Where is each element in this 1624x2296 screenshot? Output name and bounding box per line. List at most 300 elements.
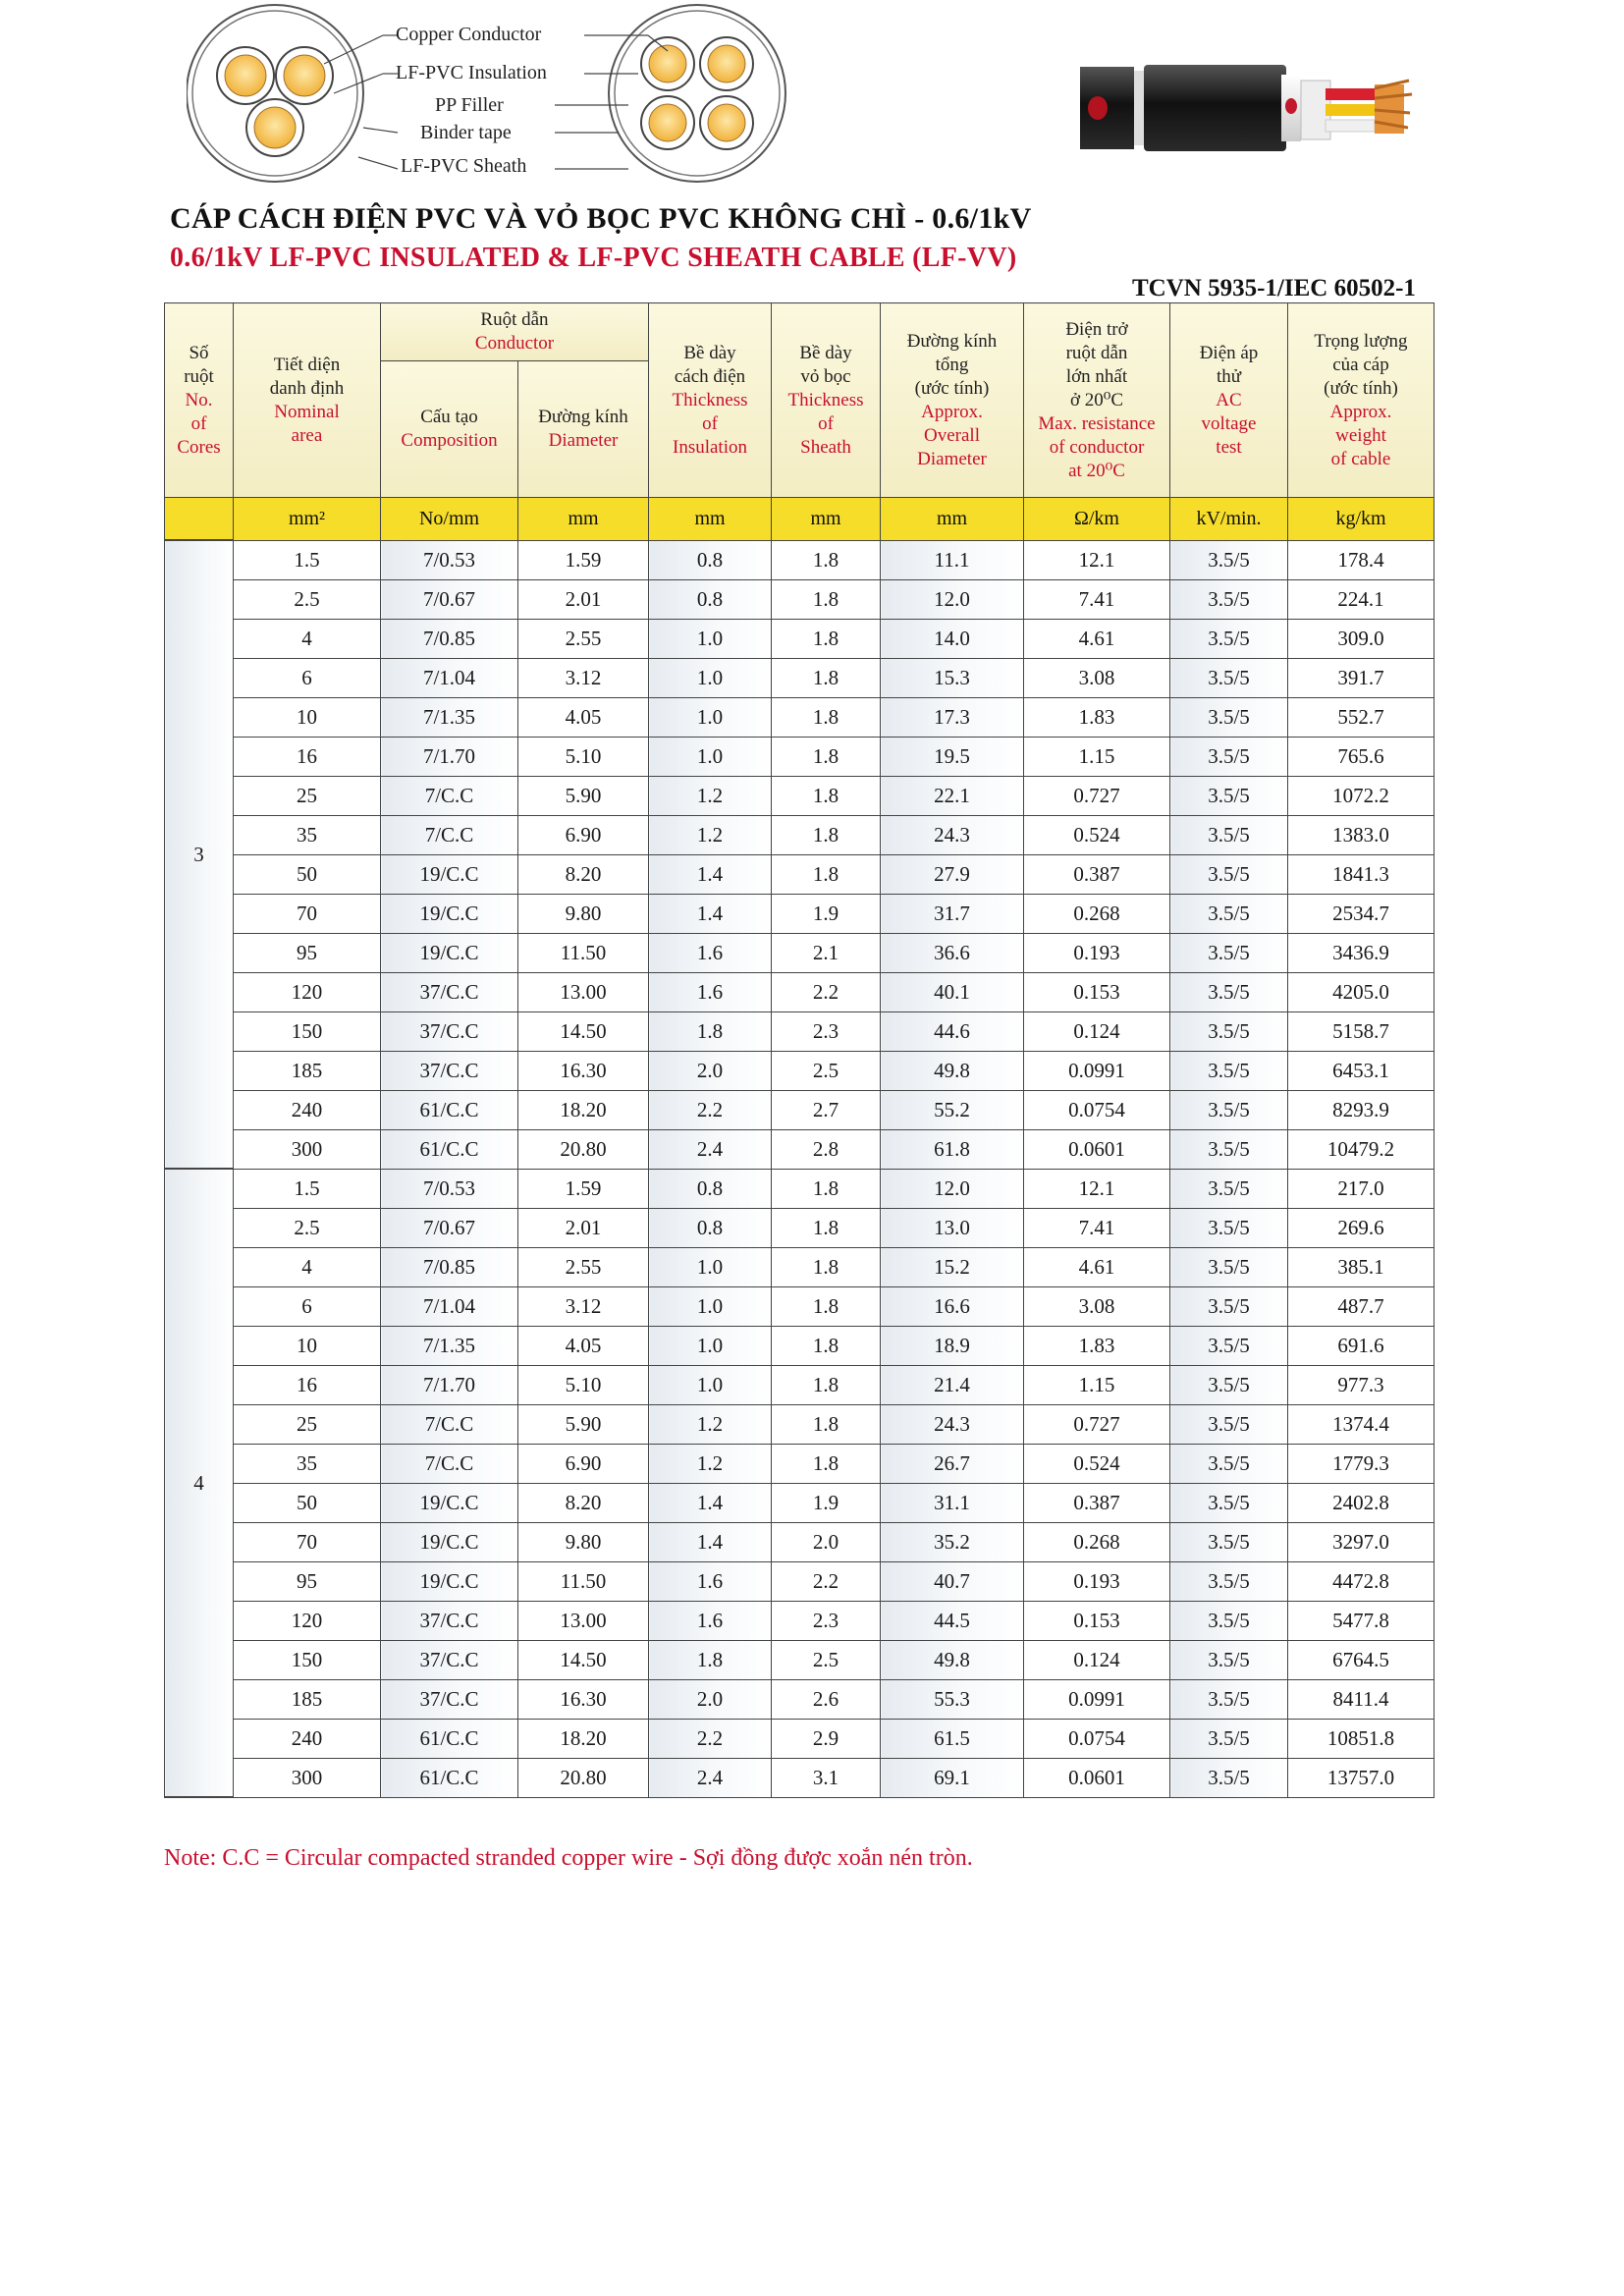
table-cell: 7/1.70 (381, 1365, 518, 1404)
table-cell: 2.0 (649, 1679, 772, 1719)
table-cell: 11.50 (518, 933, 649, 972)
table-cell: 3.5/5 (1170, 1719, 1288, 1758)
table-cell: 13757.0 (1288, 1758, 1435, 1797)
table-row (165, 1601, 1435, 1640)
table-row (165, 815, 1435, 854)
table-cell: 3.5/5 (1170, 854, 1288, 894)
table-cell: 18.9 (881, 1326, 1024, 1365)
table-row (165, 1051, 1435, 1090)
table-cell: 2.5 (234, 1208, 381, 1247)
table-row (165, 1365, 1435, 1404)
table-row (165, 619, 1435, 658)
table-cell: 1.8 (772, 658, 881, 697)
table-cell: 3.5/5 (1170, 579, 1288, 619)
header-insulation-thickness: Bề dày cách điện Thickness of Insulation (649, 303, 772, 498)
table-cell: 19/C.C (381, 933, 518, 972)
three-core-section (187, 5, 363, 182)
unit-resistance: Ω/km (1024, 498, 1170, 541)
unit-overall: mm (881, 498, 1024, 541)
table-cell: 2.8 (772, 1129, 881, 1169)
table-cell: 1.0 (649, 619, 772, 658)
table-cell: 977.3 (1288, 1365, 1435, 1404)
header-ac-voltage-test: Điện áp thử AC voltage test (1170, 303, 1288, 498)
table-cell: 8.20 (518, 1483, 649, 1522)
header-nominal-area: Tiết diện danh định Nominal area (234, 303, 381, 498)
table-cell: 309.0 (1288, 619, 1435, 658)
table-cell: 3.5/5 (1170, 1601, 1288, 1640)
table-cell: 3.5/5 (1170, 1365, 1288, 1404)
cable-photo-svg (1080, 59, 1414, 167)
table-cell: 3.5/5 (1170, 1522, 1288, 1561)
table-cell: 5.10 (518, 737, 649, 776)
table-cell: 7/1.35 (381, 697, 518, 737)
table-cell: 3.12 (518, 1286, 649, 1326)
table-cell: 11.1 (881, 540, 1024, 579)
cable-cross-section-diagram (187, 0, 815, 196)
table-cell: 2.2 (772, 1561, 881, 1601)
table-cell: 224.1 (1288, 579, 1435, 619)
table-cell: 1.83 (1024, 1326, 1170, 1365)
table-cell: 40.7 (881, 1561, 1024, 1601)
table-row (165, 697, 1435, 737)
table-row (165, 894, 1435, 933)
table-row (165, 1404, 1435, 1444)
table-cell: 37/C.C (381, 972, 518, 1011)
table-cell: 0.727 (1024, 776, 1170, 815)
table-cell: 5.90 (518, 1404, 649, 1444)
table-cell: 3.08 (1024, 658, 1170, 697)
table-cell: 3.5/5 (1170, 1051, 1288, 1090)
table-cell: 19/C.C (381, 854, 518, 894)
table-cell: 1.4 (649, 1522, 772, 1561)
table-cell: 1.8 (772, 1365, 881, 1404)
table-cell: 0.8 (649, 579, 772, 619)
table-cell: 3.12 (518, 658, 649, 697)
table-cell: 9.80 (518, 1522, 649, 1561)
table-row (165, 540, 1435, 579)
footnote: Note: C.C = Circular compacted stranded copper wire - Sợi đồng được xoắn nén tròn. (164, 1845, 973, 1871)
table-cell: 1.6 (649, 972, 772, 1011)
table-cell: 40.1 (881, 972, 1024, 1011)
four-core-section (609, 5, 785, 182)
table-cell: 20.80 (518, 1758, 649, 1797)
table-cell: 1.15 (1024, 737, 1170, 776)
table-cell: 2.9 (772, 1719, 881, 1758)
table-cell: 6 (234, 1286, 381, 1326)
table-cell: 1.8 (772, 1326, 881, 1365)
table-row (165, 737, 1435, 776)
table-cell: 0.268 (1024, 894, 1170, 933)
table-cell: 1.59 (518, 540, 649, 579)
table-cell: 1.6 (649, 933, 772, 972)
table-cell: 1.8 (772, 1247, 881, 1286)
table-cell: 35 (234, 815, 381, 854)
table-cell: 61/C.C (381, 1129, 518, 1169)
table-cell: 44.5 (881, 1601, 1024, 1640)
table-cell: 3.5/5 (1170, 1326, 1288, 1365)
table-cell: 0.124 (1024, 1640, 1170, 1679)
table-cell: 3297.0 (1288, 1522, 1435, 1561)
table-cell: 3.5/5 (1170, 933, 1288, 972)
table-cell: 16.30 (518, 1679, 649, 1719)
table-cell: 4.61 (1024, 619, 1170, 658)
table-cell: 1.8 (772, 1286, 881, 1326)
table-cell: 5477.8 (1288, 1601, 1435, 1640)
header-row-1 (165, 303, 1435, 361)
table-cell: 0.0754 (1024, 1090, 1170, 1129)
table-cell: 217.0 (1288, 1169, 1435, 1208)
table-cell: 3.5/5 (1170, 1758, 1288, 1797)
table-cell: 1.2 (649, 776, 772, 815)
table-cell: 1.8 (649, 1011, 772, 1051)
table-cell: 2.4 (649, 1758, 772, 1797)
table-cell: 50 (234, 1483, 381, 1522)
table-cell: 1.8 (772, 1208, 881, 1247)
table-row (165, 1169, 1435, 1208)
title-vietnamese: CÁP CÁCH ĐIỆN PVC VÀ VỎ BỌC PVC KHÔNG CHÌ - 0.6/1kV (170, 202, 1032, 235)
table-cell: 16.30 (518, 1051, 649, 1090)
table-cell: 0.387 (1024, 1483, 1170, 1522)
table-cell: 4 (234, 619, 381, 658)
table-row (165, 1247, 1435, 1286)
table-cell: 1.0 (649, 1247, 772, 1286)
table-cell: 10 (234, 1326, 381, 1365)
table-cell: 3.5/5 (1170, 1011, 1288, 1051)
table-cell: 2.55 (518, 619, 649, 658)
table-cell: 2.55 (518, 1247, 649, 1286)
table-row (165, 854, 1435, 894)
table-cell: 6453.1 (1288, 1051, 1435, 1090)
table-cell: 3.5/5 (1170, 1247, 1288, 1286)
table-cell: 21.4 (881, 1365, 1024, 1404)
table-cell: 1.15 (1024, 1365, 1170, 1404)
table-cell: 2.2 (649, 1719, 772, 1758)
table-cell: 3.5/5 (1170, 776, 1288, 815)
table-cell: 185 (234, 1051, 381, 1090)
header-composition: Cấu tạo Composition (381, 361, 518, 498)
table-cell: 19/C.C (381, 894, 518, 933)
table-cell: 35 (234, 1444, 381, 1483)
label-insulation: LF-PVC Insulation (396, 62, 547, 83)
table-row (165, 1522, 1435, 1561)
table-cell: 31.7 (881, 894, 1024, 933)
table-cell: 4472.8 (1288, 1561, 1435, 1601)
table-cell: 61.8 (881, 1129, 1024, 1169)
table-row (165, 658, 1435, 697)
table-cell: 13.0 (881, 1208, 1024, 1247)
table-cell: 185 (234, 1679, 381, 1719)
table-cell: 15.2 (881, 1247, 1024, 1286)
header-conductor-diameter: Đường kính Diameter (518, 361, 649, 498)
table-cell: 19.5 (881, 737, 1024, 776)
cable-photo (1080, 59, 1414, 172)
table-cell: 3.1 (772, 1758, 881, 1797)
table-cell: 1374.4 (1288, 1404, 1435, 1444)
table-cell: 0.0601 (1024, 1758, 1170, 1797)
table-cell: 19/C.C (381, 1522, 518, 1561)
table-cell: 150 (234, 1640, 381, 1679)
table-cell: 0.153 (1024, 1601, 1170, 1640)
table-cell: 37/C.C (381, 1679, 518, 1719)
table-cell: 3.5/5 (1170, 697, 1288, 737)
table-cell: 3.5/5 (1170, 1129, 1288, 1169)
table-cell: 8.20 (518, 854, 649, 894)
table-cell: 1.8 (772, 540, 881, 579)
table-cell: 3.5/5 (1170, 1090, 1288, 1129)
table-cell: 1.4 (649, 894, 772, 933)
table-cell: 24.3 (881, 815, 1024, 854)
table-cell: 1.8 (772, 815, 881, 854)
table-cell: 2.01 (518, 579, 649, 619)
table-cell: 6.90 (518, 1444, 649, 1483)
header-sheath-thickness: Bề dày vỏ bọc Thickness of Sheath (772, 303, 881, 498)
table-cell: 1.0 (649, 658, 772, 697)
table-cell: 0.8 (649, 1208, 772, 1247)
title-english: 0.6/1kV LF-PVC INSULATED & LF-PVC SHEATH CABLE (LF-VV) (170, 243, 1017, 273)
table-cell: 385.1 (1288, 1247, 1435, 1286)
table-cell: 7/0.53 (381, 540, 518, 579)
table-cell: 7/1.35 (381, 1326, 518, 1365)
table-cell: 300 (234, 1129, 381, 1169)
table-cell: 6.90 (518, 815, 649, 854)
units-row (165, 498, 1435, 541)
table-cell: 61/C.C (381, 1090, 518, 1129)
table-cell: 7.41 (1024, 1208, 1170, 1247)
table-row (165, 1483, 1435, 1522)
header-overall-diameter: Đường kính tổng (ước tính) Approx. Overall Diameter (881, 303, 1024, 498)
table-cell: 0.0991 (1024, 1051, 1170, 1090)
table-cell: 3.5/5 (1170, 1561, 1288, 1601)
unit-diameter: mm (518, 498, 649, 541)
table-cell: 49.8 (881, 1640, 1024, 1679)
table-cell: 0.193 (1024, 933, 1170, 972)
table-cell: 0.524 (1024, 815, 1170, 854)
table-cell: 10 (234, 697, 381, 737)
table-cell: 7/C.C (381, 815, 518, 854)
header-cores: Số ruột No. of Cores (165, 303, 234, 498)
table-cell: 69.1 (881, 1758, 1024, 1797)
table-cell: 7/1.04 (381, 1286, 518, 1326)
table-cell: 14.50 (518, 1640, 649, 1679)
table-cell: 31.1 (881, 1483, 1024, 1522)
table-cell: 4205.0 (1288, 972, 1435, 1011)
table-cell: 391.7 (1288, 658, 1435, 697)
table-cell: 13.00 (518, 1601, 649, 1640)
unit-blank (165, 498, 234, 541)
table-cell: 2.5 (772, 1051, 881, 1090)
table-cell: 6764.5 (1288, 1640, 1435, 1679)
header-max-resistance: Điện trở ruột dẫn lớn nhất ở 20⁰C Max. resistance of conductor at 20⁰C (1024, 303, 1170, 498)
table-cell: 150 (234, 1011, 381, 1051)
table-cell: 3.5/5 (1170, 894, 1288, 933)
table-cell: 3436.9 (1288, 933, 1435, 972)
table-cell: 1.2 (649, 815, 772, 854)
table-cell: 22.1 (881, 776, 1024, 815)
table-cell: 19/C.C (381, 1561, 518, 1601)
table-cell: 55.2 (881, 1090, 1024, 1129)
unit-voltage: kV/min. (1170, 498, 1288, 541)
table-cell: 8293.9 (1288, 1090, 1435, 1129)
table-cell: 1.4 (649, 1483, 772, 1522)
table-cell: 3.5/5 (1170, 815, 1288, 854)
table-cell: 1.0 (649, 1365, 772, 1404)
label-binder-tape: Binder tape (420, 122, 512, 143)
table-cell: 16 (234, 1365, 381, 1404)
table-cell: 1.6 (649, 1601, 772, 1640)
table-cell: 0.193 (1024, 1561, 1170, 1601)
table-cell: 0.0991 (1024, 1679, 1170, 1719)
table-cell: 0.153 (1024, 972, 1170, 1011)
table-row (165, 1444, 1435, 1483)
table-cell: 2.3 (772, 1011, 881, 1051)
table-cell: 95 (234, 1561, 381, 1601)
table-cell: 1841.3 (1288, 854, 1435, 894)
table-cell: 552.7 (1288, 697, 1435, 737)
table-cell: 17.3 (881, 697, 1024, 737)
table-cell: 24.3 (881, 1404, 1024, 1444)
header-conductor: Ruột dẫn Conductor (381, 303, 649, 361)
table-cell: 55.3 (881, 1679, 1024, 1719)
table-cell: 5.10 (518, 1365, 649, 1404)
table-cell: 18.20 (518, 1090, 649, 1129)
table-cell: 1.0 (649, 737, 772, 776)
table-cell: 16.6 (881, 1286, 1024, 1326)
table-cell: 178.4 (1288, 540, 1435, 579)
table-cell: 0.524 (1024, 1444, 1170, 1483)
table-cell: 7.41 (1024, 579, 1170, 619)
table-cell: 7/C.C (381, 1444, 518, 1483)
table-cell: 1.8 (772, 1169, 881, 1208)
table-cell: 37/C.C (381, 1011, 518, 1051)
table-row (165, 972, 1435, 1011)
table-cell: 1.0 (649, 697, 772, 737)
table-cell: 7/0.67 (381, 1208, 518, 1247)
table-cell: 11.50 (518, 1561, 649, 1601)
table-cell: 0.727 (1024, 1404, 1170, 1444)
table-cell: 1.2 (649, 1444, 772, 1483)
unit-insulation: mm (649, 498, 772, 541)
table-cell: 2.5 (772, 1640, 881, 1679)
label-copper-conductor: Copper Conductor (396, 24, 542, 45)
table-cell: 37/C.C (381, 1051, 518, 1090)
table-cell: 1.8 (649, 1640, 772, 1679)
table-cell: 4.05 (518, 697, 649, 737)
table-cell: 50 (234, 854, 381, 894)
table-cell: 300 (234, 1758, 381, 1797)
table-cell: 18.20 (518, 1719, 649, 1758)
table-cell: 120 (234, 1601, 381, 1640)
table-cell: 2.0 (649, 1051, 772, 1090)
table-row (165, 1286, 1435, 1326)
table-cell: 15.3 (881, 658, 1024, 697)
label-pp-filler: PP Filler (435, 94, 504, 116)
table-cell: 35.2 (881, 1522, 1024, 1561)
table-cell: 37/C.C (381, 1640, 518, 1679)
table-cell: 2.0 (772, 1522, 881, 1561)
table-cell: 7/1.70 (381, 737, 518, 776)
table-cell: 25 (234, 1404, 381, 1444)
table-cell: 240 (234, 1090, 381, 1129)
table-cell: 2.7 (772, 1090, 881, 1129)
table-cell: 3.5/5 (1170, 1679, 1288, 1719)
table-cell: 61/C.C (381, 1719, 518, 1758)
label-sheath: LF-PVC Sheath (401, 155, 527, 177)
table-cell: 1.0 (649, 1326, 772, 1365)
table-cell: 0.268 (1024, 1522, 1170, 1561)
table-cell: 13.00 (518, 972, 649, 1011)
table-cell: 3.5/5 (1170, 1404, 1288, 1444)
table-cell: 1383.0 (1288, 815, 1435, 854)
table-cell: 5158.7 (1288, 1011, 1435, 1051)
table-cell: 3.5/5 (1170, 1640, 1288, 1679)
cable-spec-table (164, 302, 1435, 1798)
table-cell: 3.08 (1024, 1286, 1170, 1326)
table-row (165, 1719, 1435, 1758)
unit-weight: kg/km (1288, 498, 1435, 541)
table-cell: 1.5 (234, 540, 381, 579)
table-cell: 12.0 (881, 1169, 1024, 1208)
table-row (165, 1011, 1435, 1051)
table-cell: 0.8 (649, 540, 772, 579)
table-cell: 1.9 (772, 1483, 881, 1522)
table-cell: 691.6 (1288, 1326, 1435, 1365)
table-row (165, 1090, 1435, 1129)
table-cell: 36.6 (881, 933, 1024, 972)
table-cell: 10851.8 (1288, 1719, 1435, 1758)
table-cell: 240 (234, 1719, 381, 1758)
cores-cell: 3 (165, 540, 234, 1169)
table-cell: 1.8 (772, 619, 881, 658)
table-cell: 61.5 (881, 1719, 1024, 1758)
unit-area: mm² (234, 498, 381, 541)
table-row (165, 579, 1435, 619)
table-cell: 3.5/5 (1170, 1286, 1288, 1326)
table-cell: 1.59 (518, 1169, 649, 1208)
table-body (165, 540, 1435, 1797)
table-cell: 95 (234, 933, 381, 972)
table-cell: 2.2 (649, 1090, 772, 1129)
table-cell: 7/C.C (381, 776, 518, 815)
table-row (165, 1640, 1435, 1679)
table-cell: 7/0.53 (381, 1169, 518, 1208)
table-cell: 20.80 (518, 1129, 649, 1169)
table-cell: 10479.2 (1288, 1129, 1435, 1169)
table-cell: 3.5/5 (1170, 658, 1288, 697)
table-cell: 1.0 (649, 1286, 772, 1326)
table-cell: 487.7 (1288, 1286, 1435, 1326)
table-cell: 3.5/5 (1170, 1444, 1288, 1483)
table-cell: 1.6 (649, 1561, 772, 1601)
table-cell: 19/C.C (381, 1483, 518, 1522)
table-cell: 1.83 (1024, 697, 1170, 737)
table-cell: 9.80 (518, 894, 649, 933)
table-cell: 7/0.85 (381, 1247, 518, 1286)
table-cell: 0.124 (1024, 1011, 1170, 1051)
table-cell: 1.5 (234, 1169, 381, 1208)
table-cell: 1.8 (772, 1404, 881, 1444)
table-cell: 3.5/5 (1170, 1208, 1288, 1247)
table-cell: 2.3 (772, 1601, 881, 1640)
table-cell: 2.6 (772, 1679, 881, 1719)
table-cell: 7/1.04 (381, 658, 518, 697)
table-cell: 3.5/5 (1170, 540, 1288, 579)
table-cell: 5.90 (518, 776, 649, 815)
table-cell: 3.5/5 (1170, 737, 1288, 776)
table-cell: 4 (234, 1247, 381, 1286)
table-row (165, 1679, 1435, 1719)
table-cell: 2.2 (772, 972, 881, 1011)
table-cell: 4.61 (1024, 1247, 1170, 1286)
